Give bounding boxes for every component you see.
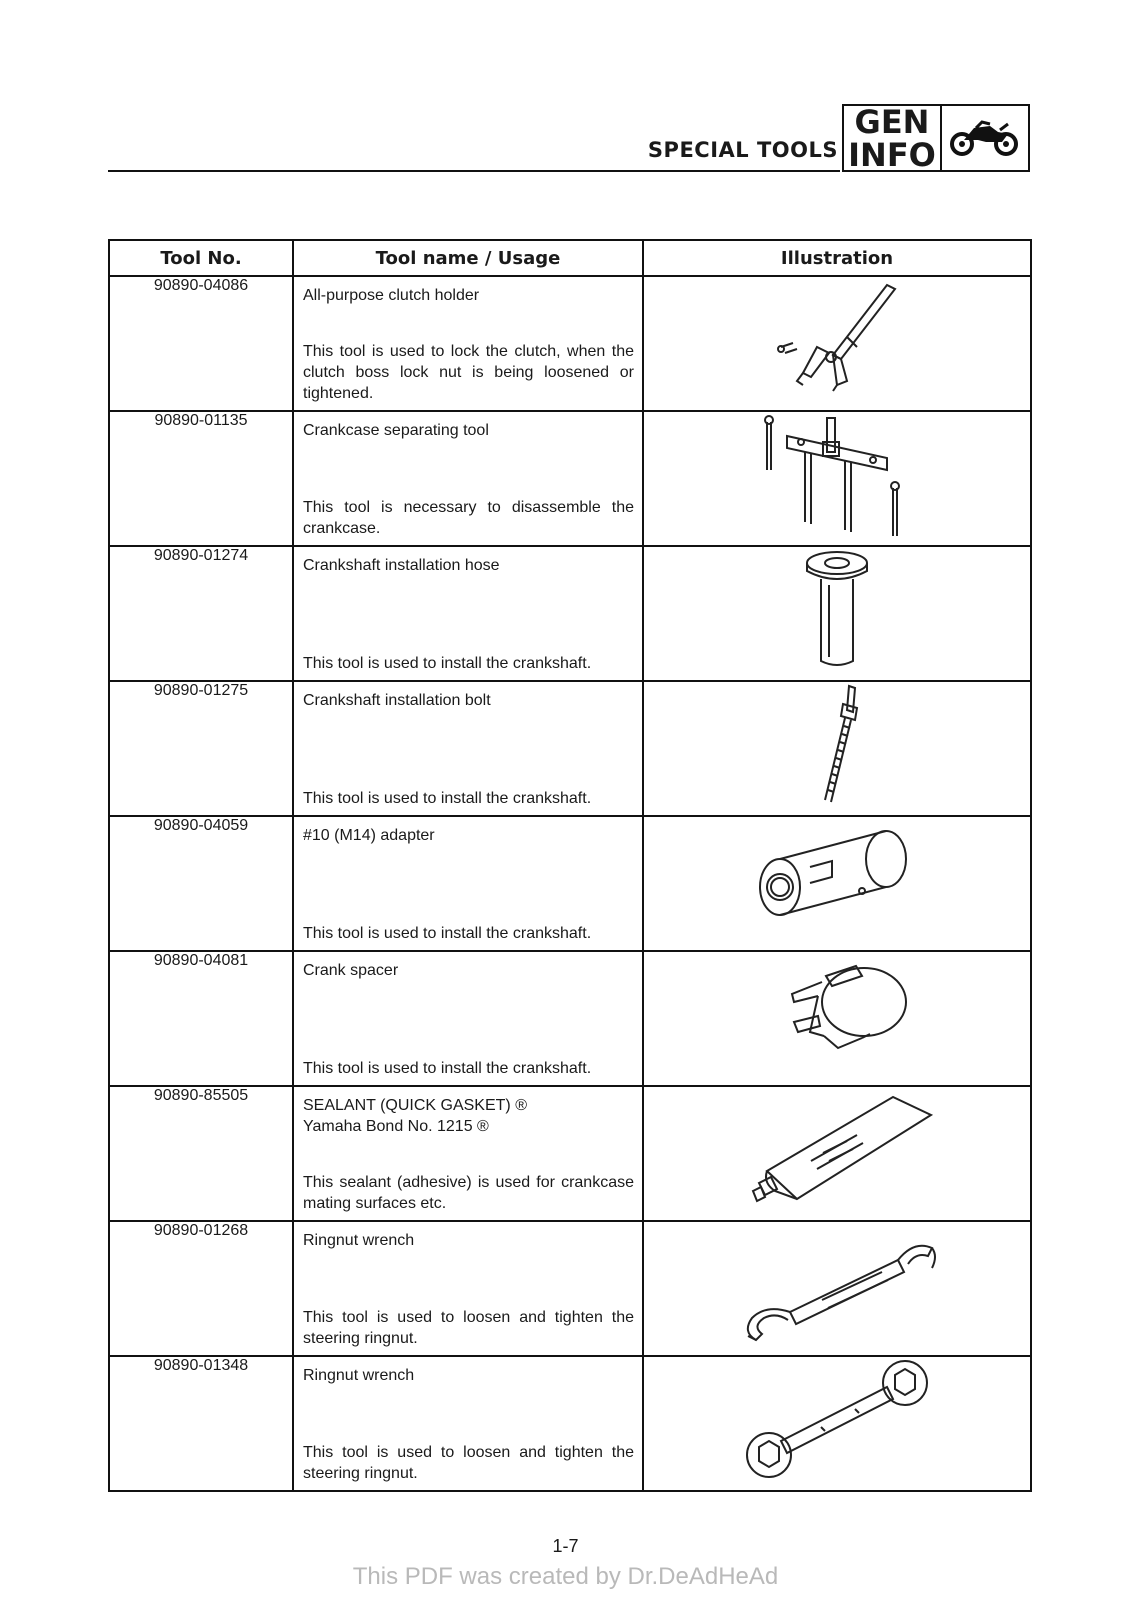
installation-bolt-icon: [797, 682, 877, 806]
tool-number: 90890-04086: [109, 276, 293, 411]
table-row: [109, 546, 1031, 681]
installation-hose-icon: [787, 547, 887, 671]
tool-usage-cell: [293, 276, 643, 411]
tool-number: 90890-01274: [109, 546, 293, 681]
header-rule: [108, 170, 840, 172]
tool-description: This tool is used to loosen and tighten the steering ringnut.: [303, 1444, 634, 1482]
tool-usage-cell: [293, 1086, 643, 1221]
tool-number: 90890-01135: [109, 411, 293, 546]
badge-line-1: GEN: [854, 103, 930, 141]
table-row: [109, 816, 1031, 951]
col-header-illustration: Illustration: [643, 240, 1031, 276]
badge-line-2: INFO: [848, 136, 936, 174]
illustration-cell: [643, 546, 1031, 681]
sealant-tube-icon: [737, 1087, 937, 1211]
tool-name: Crankshaft installation bolt: [303, 692, 491, 709]
illustration-cell: [643, 681, 1031, 816]
hook-wrench-icon: [732, 1222, 942, 1346]
illustration-cell: [643, 1221, 1031, 1356]
tool-name: #10 (M14) adapter: [303, 827, 435, 844]
tool-number: 90890-01275: [109, 681, 293, 816]
tool-number: 90890-85505: [109, 1086, 293, 1221]
illustration-cell: [643, 276, 1031, 411]
double-end-wrench-icon: [737, 1357, 937, 1481]
page-number: 1-7: [552, 1536, 579, 1556]
tool-usage-cell: [293, 681, 643, 816]
illustration-cell: [643, 951, 1031, 1086]
illustration-cell: [643, 1086, 1031, 1221]
gen-info-badge: [842, 104, 942, 172]
adapter-icon: [752, 817, 922, 927]
tool-name: Crankshaft installation hose: [303, 557, 500, 574]
tool-usage-cell: [293, 816, 643, 951]
watermark-text: This PDF was created by Dr.DeAdHeAd: [352, 1563, 779, 1590]
crankcase-separator-icon: [737, 412, 937, 536]
tool-description: This tool is used to loosen and tighten the steering ringnut.: [303, 1309, 634, 1347]
tool-usage-cell: [293, 546, 643, 681]
tool-number: 90890-04059: [109, 816, 293, 951]
tool-name: All-purpose clutch holder: [303, 287, 480, 304]
clutch-holder-icon: [737, 277, 937, 397]
table-row: [109, 411, 1031, 546]
col-header-tool-name: Tool name / Usage: [293, 240, 643, 276]
tool-usage-cell: [293, 411, 643, 546]
motorcycle-icon: [942, 106, 1028, 170]
table-row: [109, 681, 1031, 816]
tool-description: This tool is used to install the crankshaft.: [303, 655, 592, 672]
illustration-cell: [643, 1356, 1031, 1491]
tool-usage-cell: [293, 1356, 643, 1491]
table-row: [109, 1086, 1031, 1221]
tool-usage-cell: [293, 1221, 643, 1356]
tool-number: 90890-01348: [109, 1356, 293, 1491]
tool-description: This tool is used to lock the clutch, when the clutch boss lock nut is being loosened or tightened.: [303, 343, 634, 402]
tool-number: 90890-04081: [109, 951, 293, 1086]
badge-icon-box: [940, 104, 1030, 172]
table-header-row: [109, 240, 1031, 276]
tool-name: Crankcase separating tool: [303, 422, 489, 439]
tool-name: Crank spacer: [303, 962, 399, 979]
col-header-tool-no: Tool No.: [109, 240, 293, 276]
tool-description: This sealant (adhesive) is used for crankcase mating surfaces etc.: [303, 1174, 634, 1212]
tool-name: SEALANT (QUICK GASKET) ® Yamaha Bond No. 1215 ®: [303, 1097, 527, 1135]
special-tools-table: [108, 239, 1032, 1492]
tool-description: This tool is used to install the crankshaft.: [303, 1060, 592, 1077]
tool-name: Ringnut wrench: [303, 1232, 415, 1249]
table-row: [109, 1356, 1031, 1491]
illustration-cell: [643, 411, 1031, 546]
section-title: SPECIAL TOOLS: [647, 138, 838, 162]
tool-name: Ringnut wrench: [303, 1367, 415, 1384]
tool-description: This tool is necessary to disassemble the crankcase.: [303, 499, 634, 537]
table-row: [109, 1221, 1031, 1356]
table-row: [109, 276, 1031, 411]
illustration-cell: [643, 816, 1031, 951]
tool-description: This tool is used to install the crankshaft.: [303, 925, 592, 942]
tool-number: 90890-01268: [109, 1221, 293, 1356]
tool-usage-cell: [293, 951, 643, 1086]
table-row: [109, 951, 1031, 1086]
tool-description: This tool is used to install the crankshaft.: [303, 790, 592, 807]
crank-spacer-icon: [752, 952, 922, 1068]
